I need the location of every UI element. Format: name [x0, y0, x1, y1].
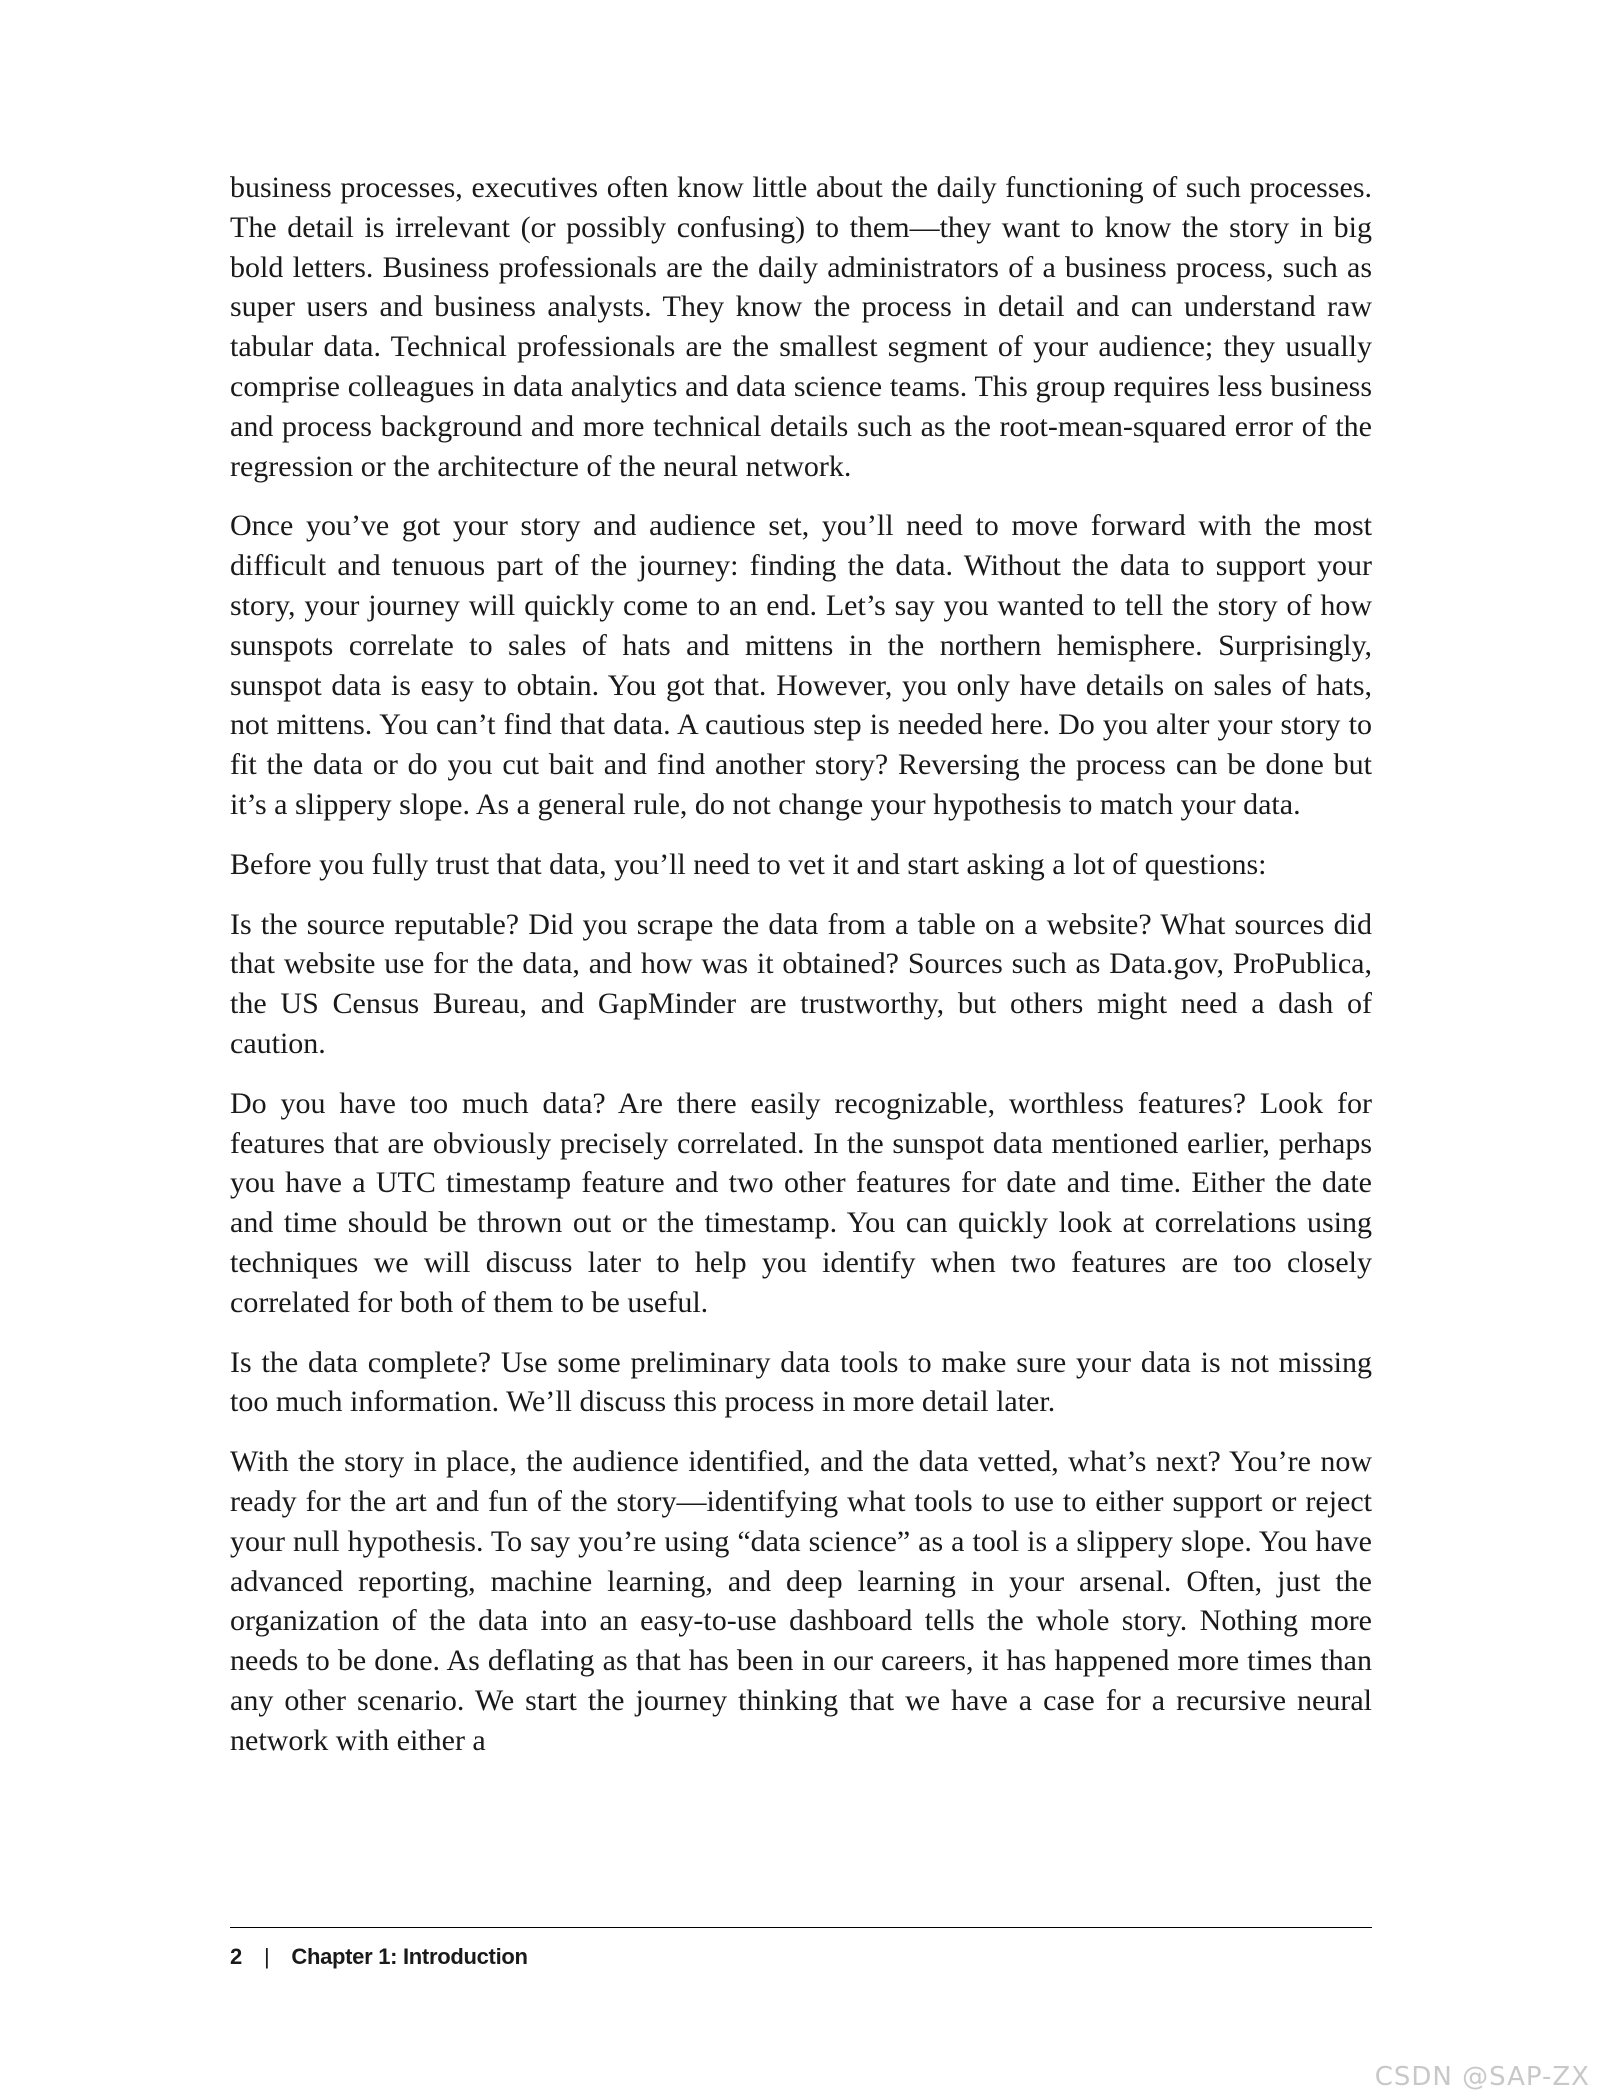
- footer-separator: |: [263, 1944, 270, 1969]
- paragraph-6: Is the data complete? Use some preliminary data tools to make sure your data is not missing too much information. We’ll discuss this process in more detail later.: [230, 1345, 1372, 1419]
- paragraph-5: Do you have too much data? Are there easily recognizable, worthless features? Look for features that are obviously precisely correlated. In the sunspot data mentioned earlier, perhaps you have a UTC timestamp feature and two other features for date and time. Either the date and time should be thrown out or the timestamp. You can quickly look at correlations using techniques we will discuss later to help you identify when two features are too closely correlated for both of them to be useful.: [230, 1086, 1372, 1319]
- paragraph-1: business processes, executives often know little about the daily functioning of such processes. The detail is irrelevant (or possibly confusing) to them—they want to know the story in big bold letters. Business professionals are the daily administrators of a business process, such as super users and business analysts. They know the process in detail and can understand raw tabular data. Technical professionals are the smallest segment of your audience; they usually comprise colleagues in data analytics and data science teams. This group requires less business and process background and more technical details such as the root-mean-squared error of the regression or the architecture of the neural network.: [230, 171, 1372, 483]
- footer-divider: [230, 1927, 1372, 1928]
- page-footer: [230, 1940, 528, 1974]
- paragraph-3: Before you fully trust that data, you’ll need to vet it and start asking a lot of questions:: [230, 847, 1267, 881]
- paragraph-4: Is the source reputable? Did you scrape the data from a table on a website? What sources did that website use for the data, and how was it obtained? Sources such as Data.gov, ProPublica, the US Census Bureau, and GapMinder are trustworthy, but others might need a dash of caution.: [230, 907, 1372, 1060]
- watermark: CSDN @SAP-ZX: [1374, 2062, 1590, 2092]
- paragraph-7: With the story in place, the audience identified, and the data vetted, what’s next? You’re now ready for the art and fun of the story—identifying what tools to use to either support or reject your null hypothesis. To say you’re using “data science” as a tool is a slippery slope. You have advanced reporting, machine learning, and deep learning in your arsenal. Often, just the organization of the data into an easy-to-use dashboard tells the whole story. Nothing more needs to be done. As deflating as that has been in our careers, it has happened more times than any other scenario. We start the journey thinking that we have a case for a recursive neural network with either a: [230, 1445, 1372, 1757]
- paragraph-2: Once you’ve got your story and audience set, you’ll need to move forward with the most difficult and tenuous part of the journey: finding the data. Without the data to support your story, your journey will quickly come to an end. Let’s say you wanted to tell the story of how sunspots correlate to sales of hats and mittens in the northern hemisphere. Surprisingly, sunspot data is easy to obtain. You got that. However, you only have details on sales of hats, not mittens. You can’t find that data. A cautious step is needed here. Do you alter your story to fit the data or do you cut bait and find another story? Reversing the process can be done but it’s a slippery slope. As a general rule, do not change your hypothesis to match your data.: [230, 509, 1372, 821]
- page-body: [230, 168, 1372, 1780]
- page-number: 2: [230, 1944, 242, 1969]
- chapter-title: Chapter 1: Introduction: [291, 1944, 528, 1969]
